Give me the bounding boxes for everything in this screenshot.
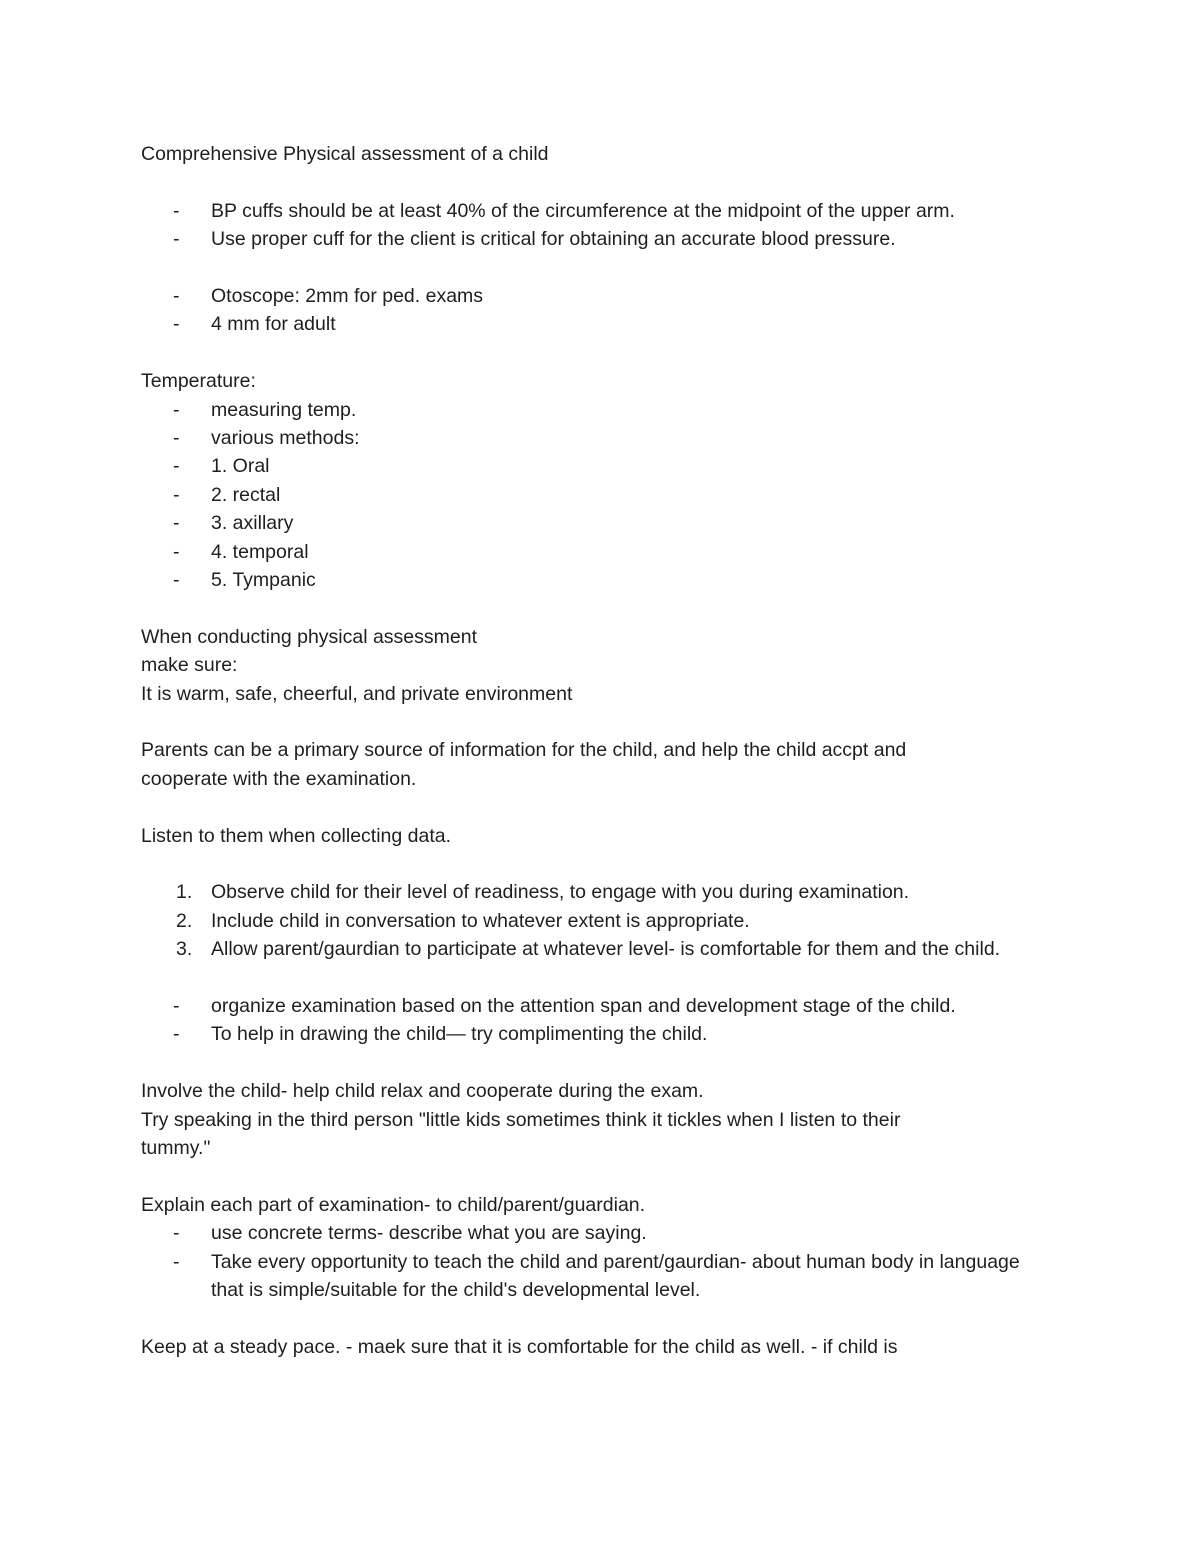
dash-bullet: -	[173, 426, 180, 449]
list-item-text: 5. Tympanic	[211, 569, 316, 592]
list-item-text: 2. rectal	[211, 483, 281, 506]
list-item-text: Take every opportunity to teach the child and parent/gaurdian- about human body in language that is simple/suitable for the child's developmental level.	[211, 1250, 1020, 1301]
spacer	[141, 339, 1071, 367]
spacer	[141, 254, 1071, 282]
spacer	[141, 1304, 1071, 1332]
list-item	[141, 538, 1071, 566]
dash-bullet: -	[173, 284, 180, 307]
spacer	[141, 594, 1071, 622]
paragraph-line: make sure:	[141, 654, 238, 677]
document-page	[141, 140, 1071, 1361]
spacer	[141, 168, 1071, 196]
list-item	[141, 396, 1071, 424]
list-item	[141, 1248, 1026, 1305]
list-item-text: Allow parent/gaurdian to participate at whatever level- is comfortable for them and the child.	[211, 938, 1001, 961]
list-number: 2.	[176, 909, 193, 932]
dash-bullet: -	[173, 569, 180, 592]
list-item	[141, 197, 1071, 225]
list-item-text: various methods:	[211, 426, 360, 449]
paragraph-line: tummy."	[141, 1136, 211, 1159]
numbered-item	[141, 935, 1041, 963]
spacer	[141, 1049, 1071, 1077]
list-item	[141, 424, 1071, 452]
paragraph-line: cooperate with the examination.	[141, 767, 417, 790]
spacer	[141, 1162, 1071, 1190]
dash-bullet: -	[173, 398, 180, 421]
list-item	[141, 481, 1071, 509]
list-item-text: Observe child for their level of readiness, to engage with you during examination.	[211, 881, 910, 904]
list-item	[141, 566, 1071, 594]
list-item	[141, 310, 1071, 338]
document-title: Comprehensive Physical assessment of a child	[141, 143, 549, 165]
dash-bullet: -	[173, 1250, 180, 1273]
dash-bullet: -	[173, 313, 180, 336]
list-number: 1.	[176, 881, 193, 904]
list-item-text: 3. axillary	[211, 512, 294, 535]
numbered-item	[141, 907, 1071, 935]
spacer	[141, 793, 1071, 821]
spacer	[141, 708, 1071, 736]
list-item-text: organize examination based on the attention span and development stage of the child.	[211, 994, 956, 1017]
dash-bullet: -	[173, 994, 180, 1017]
list-item	[141, 1020, 1071, 1048]
paragraph-line: It is warm, safe, cheerful, and private environment	[141, 682, 573, 705]
list-item-text: measuring temp.	[211, 398, 357, 421]
list-item-text: 1. Oral	[211, 455, 270, 478]
list-item	[141, 1219, 1071, 1247]
list-item-text: Include child in conversation to whatever extent is appropriate.	[211, 909, 750, 932]
dash-bullet: -	[173, 512, 180, 535]
list-item-text: Use proper cuff for the client is critical for obtaining an accurate blood pressure.	[211, 228, 896, 251]
dash-bullet: -	[173, 483, 180, 506]
list-item-text: 4 mm for adult	[211, 313, 336, 336]
list-item-text: BP cuffs should be at least 40% of the circumference at the midpoint of the upper arm.	[211, 199, 955, 222]
paragraph-line: When conducting physical assessment	[141, 625, 478, 648]
list-item	[141, 282, 1071, 310]
list-item-text: Otoscope: 2mm for ped. exams	[211, 284, 484, 307]
paragraph-line: Involve the child- help child relax and cooperate during the exam.	[141, 1080, 704, 1103]
list-item	[141, 509, 1071, 537]
dash-bullet: -	[173, 540, 180, 563]
dash-bullet: -	[173, 228, 180, 251]
spacer	[141, 850, 1071, 878]
paragraph-line: Try speaking in the third person "little kids sometimes think it tickles when I listen to their	[141, 1108, 901, 1131]
list-number: 3.	[176, 938, 193, 961]
dash-bullet: -	[173, 1222, 180, 1245]
list-item	[141, 225, 1071, 253]
list-item-text: use concrete terms- describe what you are saying.	[211, 1222, 647, 1245]
spacer	[141, 964, 1071, 992]
temperature-heading: Temperature:	[141, 370, 256, 393]
numbered-item	[141, 878, 1071, 906]
list-item	[141, 992, 1071, 1020]
list-item	[141, 452, 1071, 480]
explain-heading: Explain each part of examination- to child/parent/guardian.	[141, 1193, 646, 1216]
dash-bullet: -	[173, 1023, 180, 1046]
list-item-text: To help in drawing the child— try complimenting the child.	[211, 1023, 708, 1046]
list-item-text: 4. temporal	[211, 540, 309, 563]
dash-bullet: -	[173, 199, 180, 222]
paragraph-line: Keep at a steady pace. - maek sure that it is comfortable for the child as well. - if child is	[141, 1335, 898, 1358]
paragraph-line: Parents can be a primary source of information for the child, and help the child accpt and	[141, 739, 907, 762]
paragraph-line: Listen to them when collecting data.	[141, 824, 452, 847]
dash-bullet: -	[173, 455, 180, 478]
